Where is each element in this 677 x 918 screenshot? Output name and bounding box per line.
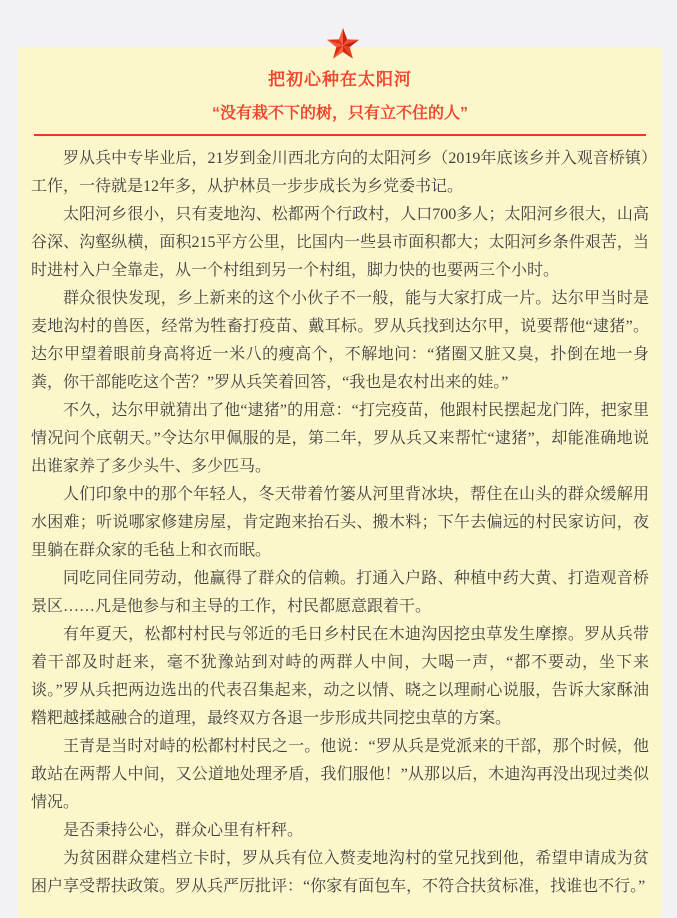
paragraph: 不久，达尔甲就猜出了他“逮猪”的用意：“打完疫苗，他跟村民摆起龙门阵，把家里情况问个底朝天。”令达尔甲佩服的是，第二年，罗从兵又来帮忙“逮猪”，却能准确地说出谁家养了多少头牛、多少匹马。 [31, 402, 649, 475]
article-body [31, 145, 649, 901]
paragraph: 王青是当时对峙的松都村村民之一。他说：“罗从兵是党派来的干部，那个时候，他敢站在两帮人中间，又公道地处理矛盾，我们服他！”从那以后，木迪沟再没出现过类似情况。 [31, 738, 649, 811]
paragraph: 为贫困群众建档立卡时，罗从兵有位入赘麦地沟村的堂兄找到他，希望申请成为贫困户享受帮扶政策。罗从兵严厉批评：“你家有面包车，不符合扶贫标准，找谁也不行。” [31, 850, 649, 895]
red-star-icon [325, 27, 361, 63]
article-sheet [18, 47, 662, 918]
page-title: 把初心种在太阳河 [268, 70, 412, 89]
paragraph: 罗从兵中专毕业后，21岁到金川西北方向的太阳河乡（2019年底该乡并入观音桥镇）工作，一待就是12年多，从护林员一步步成长为乡党委书记。 [31, 150, 649, 195]
page-subtitle: “没有栽不下的树，只有立不住的人” [211, 105, 468, 122]
red-divider [34, 134, 646, 136]
paragraph: 人们印象中的那个年轻人，冬天带着竹篓从河里背冰块，帮住在山头的群众缓解用水困难；听说哪家修建房屋，肯定跑来抬石头、搬木料；下午去偏远的村民家访问，夜里躺在群众家的毛毡上和衣而眠。 [31, 486, 649, 559]
paragraph: 群众很快发现，乡上新来的这个小伙子不一般，能与大家打成一片。达尔甲当时是麦地沟村的兽医，经常为牲畜打疫苗、戴耳标。罗从兵找到达尔甲，说要帮他“逮猪”。达尔甲望着眼前身高将近一米八的瘦高个，不解地问：“猪圈又脏又臭，扑倒在地一身粪，你干部能吃这个苦？”罗从兵笑着回答，“我也是农村出来的娃。” [31, 290, 649, 391]
paragraph: 太阳河乡很小，只有麦地沟、松都两个行政村，人口700多人；太阳河乡很大，山高谷深、沟壑纵横，面积215平方公里，比国内一些县市面积都大；太阳河乡条件艰苦，当时进村入户全靠走，从一个村组到另一个村组，脚力快的也要两三个小时。 [31, 206, 649, 279]
paragraph: 是否秉持公心，群众心里有杆秤。 [63, 822, 304, 839]
paragraph: 同吃同住同劳动，他赢得了群众的信赖。打通入户路、种植中药大黄、打造观音桥景区……凡是他参与和主导的工作，村民都愿意跟着干。 [31, 570, 649, 615]
paragraph: 有年夏天，松都村村民与邻近的毛日乡村民在木迪沟因挖虫草发生摩擦。罗从兵带着干部及时赶来，毫不犹豫站到对峙的两群人中间，大喝一声，“都不要动，坐下来谈。”罗从兵把两边选出的代表召集起来，动之以情、晓之以理耐心说服，告诉大家酥油糌粑越揉越融合的道理，最终双方各退一步形成共同挖虫草的方案。 [31, 626, 649, 727]
